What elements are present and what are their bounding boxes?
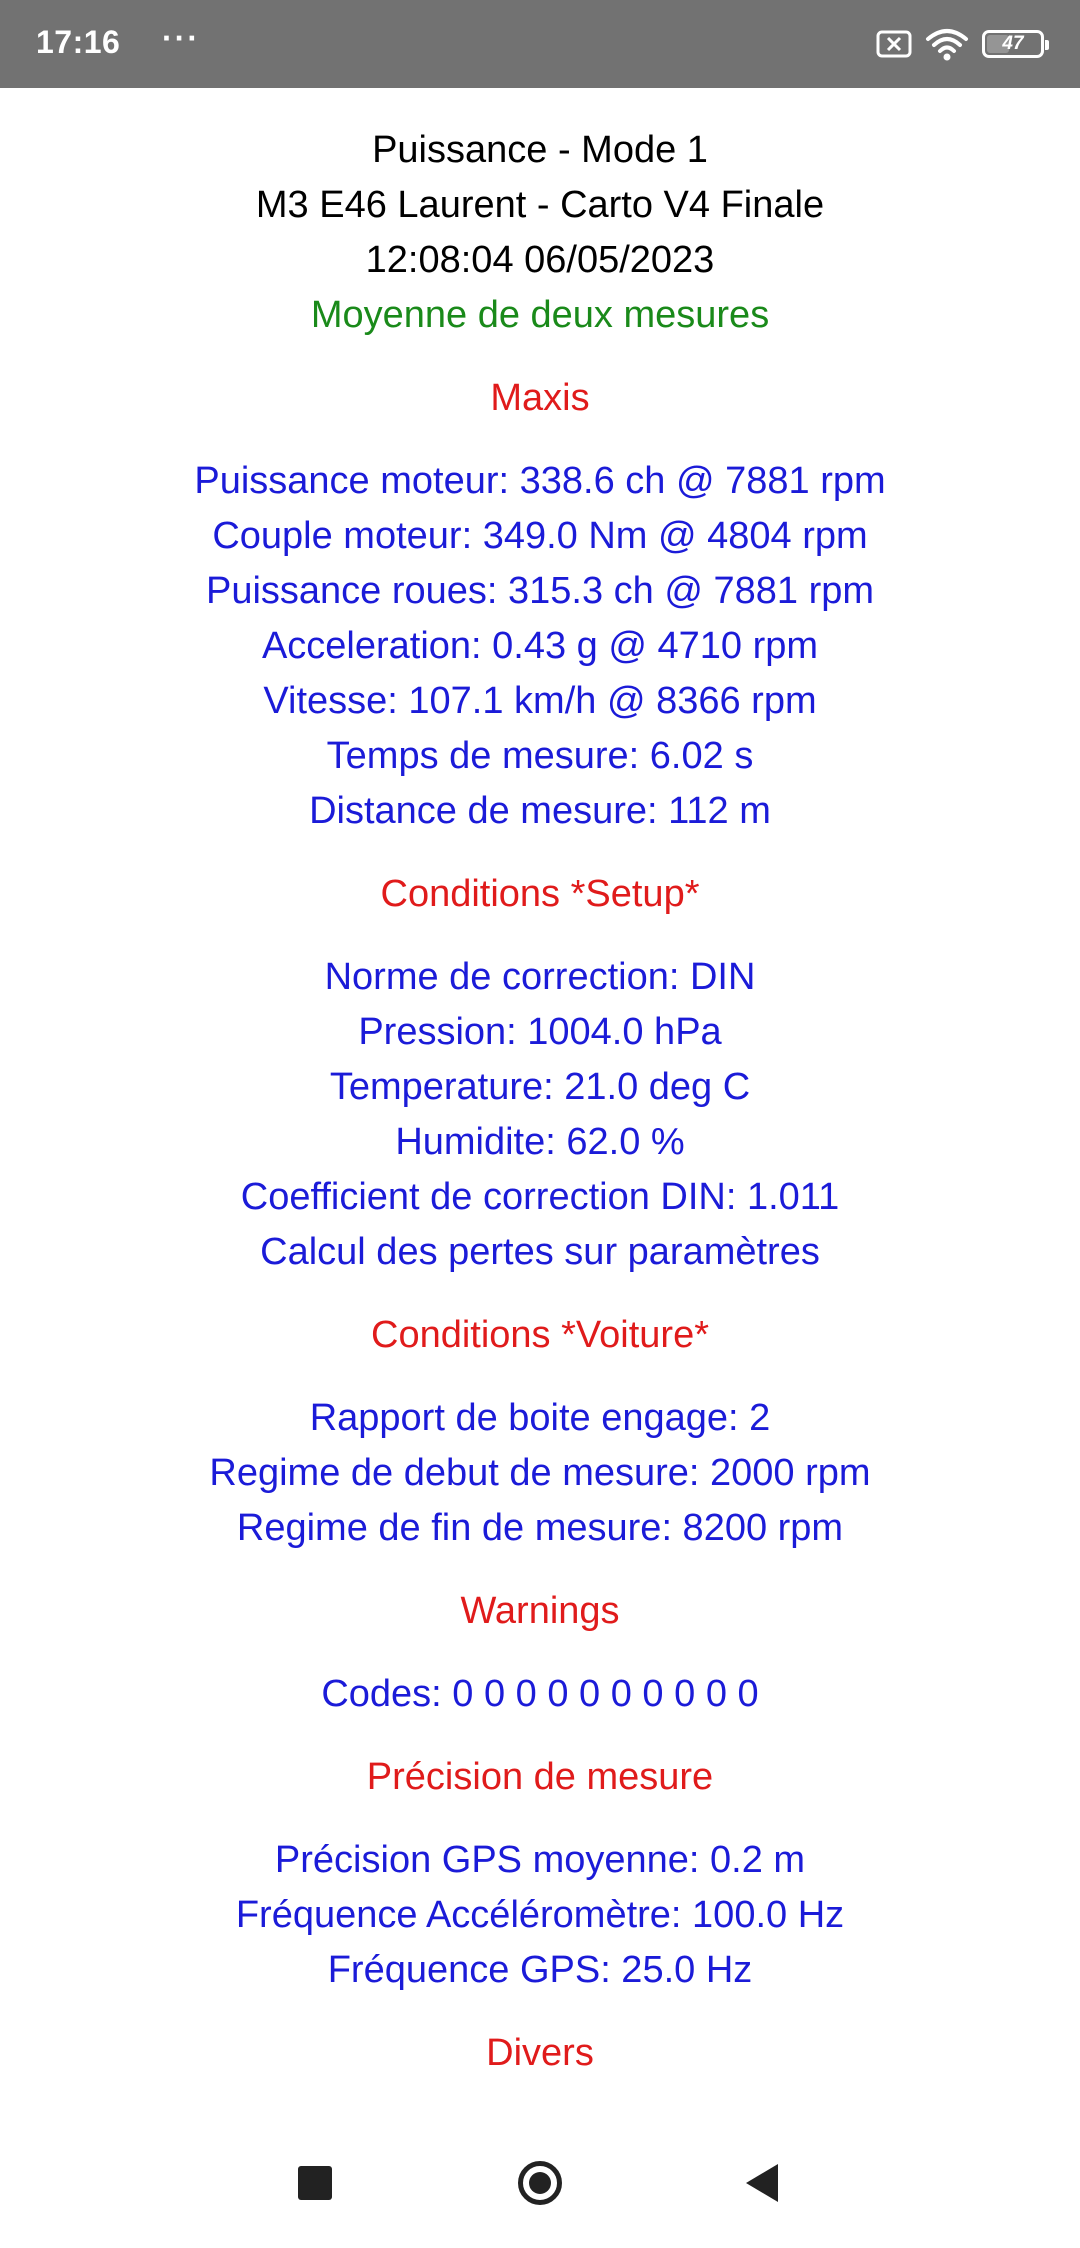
maxis-line: Puissance roues: 315.3 ch @ 7881 rpm (205, 570, 875, 612)
section-title-divers: Divers (486, 2032, 594, 2074)
recents-button[interactable] (255, 2118, 375, 2248)
section-setup (0, 867, 1080, 1280)
battery-level: 47 (1002, 33, 1024, 54)
voiture-line: Rapport de boite engage: 2 (309, 1397, 771, 1439)
vehicle-name: M3 E46 Laurent - Carto V4 Finale (255, 184, 825, 226)
status-icons (876, 24, 1044, 64)
setup-line: Humidite: 62.0 % (395, 1121, 685, 1163)
setup-line: Calcul des pertes sur paramètres (260, 1231, 820, 1273)
maxis-line: Acceleration: 0.43 g @ 4710 rpm (261, 625, 819, 667)
report-header (0, 123, 1080, 343)
section-warnings (0, 1584, 1080, 1722)
precision-line: Précision GPS moyenne: 0.2 m (274, 1839, 806, 1881)
navigation-bar (0, 2118, 1080, 2248)
status-bar (0, 0, 1080, 88)
battery-icon (982, 30, 1044, 58)
section-precision (0, 1750, 1080, 1998)
recents-icon (298, 2166, 332, 2200)
section-title-precision: Précision de mesure (366, 1756, 714, 1798)
section-title-voiture: Conditions *Voiture* (371, 1314, 709, 1356)
no-sim-icon (876, 30, 912, 58)
maxis-line: Distance de mesure: 112 m (309, 790, 771, 832)
section-title-maxis: Maxis (490, 377, 590, 419)
section-title-setup: Conditions *Setup* (380, 873, 700, 915)
status-time: 17:16 (36, 24, 121, 60)
precision-line: Fréquence Accéléromètre: 100.0 Hz (235, 1894, 845, 1936)
voiture-line: Regime de debut de mesure: 2000 rpm (209, 1452, 871, 1494)
warnings-line: Codes: 0 0 0 0 0 0 0 0 0 0 (321, 1673, 759, 1715)
voiture-line: Regime de fin de mesure: 8200 rpm (236, 1507, 844, 1549)
maxis-line: Couple moteur: 349.0 Nm @ 4804 rpm (212, 515, 868, 557)
report-datetime: 12:08:04 06/05/2023 (365, 239, 715, 281)
report-title: Puissance - Mode 1 (372, 129, 708, 171)
home-button[interactable] (480, 2118, 600, 2248)
setup-line: Norme de correction: DIN (324, 956, 756, 998)
back-button[interactable] (702, 2118, 822, 2248)
report-content (0, 88, 1080, 2118)
home-icon (518, 2161, 562, 2205)
maxis-line: Vitesse: 107.1 km/h @ 8366 rpm (263, 680, 817, 722)
section-divers (0, 2026, 1080, 2131)
setup-line: Pression: 1004.0 hPa (358, 1011, 722, 1053)
maxis-line: Puissance moteur: 338.6 ch @ 7881 rpm (194, 460, 886, 502)
back-icon (746, 2164, 778, 2202)
more-notifications-icon: ··· (162, 20, 200, 56)
report-subtitle: Moyenne de deux mesures (310, 294, 770, 336)
precision-line: Fréquence GPS: 25.0 Hz (327, 1949, 753, 1991)
setup-line: Temperature: 21.0 deg C (329, 1066, 751, 1108)
wifi-icon (926, 27, 968, 61)
section-maxis (0, 371, 1080, 839)
section-title-warnings: Warnings (460, 1590, 620, 1632)
maxis-line: Temps de mesure: 6.02 s (326, 735, 754, 777)
section-voiture (0, 1308, 1080, 1556)
setup-line: Coefficient de correction DIN: 1.011 (240, 1176, 840, 1218)
